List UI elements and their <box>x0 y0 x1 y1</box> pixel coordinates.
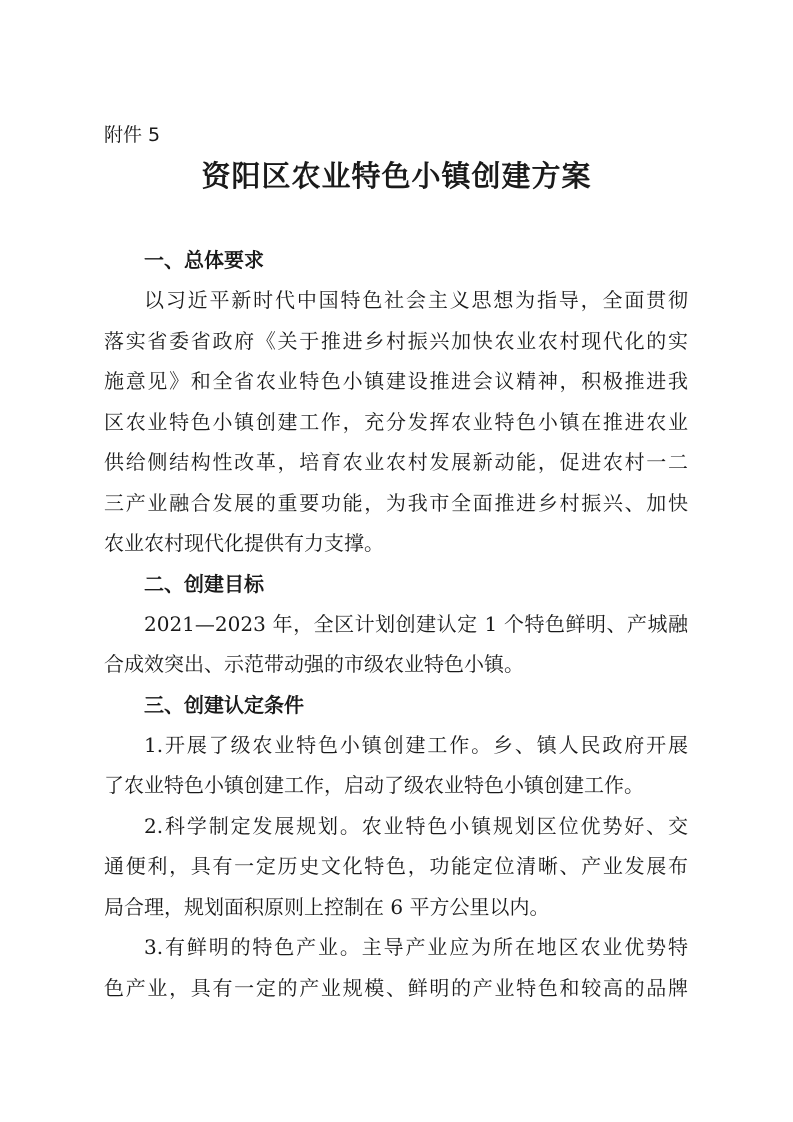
section-heading: 二、创建目标 <box>144 571 264 596</box>
document-title: 资阳区农业特色小镇创建方案 <box>201 159 592 193</box>
paragraph-line: 合成效突出、示范带动强的市级农业特色小镇。 <box>104 652 524 676</box>
paragraph <box>104 927 688 1008</box>
section-heading: 三、创建认定条件 <box>144 692 304 717</box>
section-creation-goals <box>104 564 688 685</box>
section-heading: 一、总体要求 <box>144 248 264 272</box>
paragraph-line: 三产业融合发展的重要功能，为我市全面推进乡村振兴、加快 <box>104 490 688 515</box>
section-certification-conditions <box>104 685 688 1009</box>
document-body <box>104 240 688 1008</box>
paragraph-line: 了农业特色小镇创建工作，启动了级农业特色小镇创建工作。 <box>104 773 644 797</box>
section-general-requirements <box>104 240 688 564</box>
paragraph-line: 局合理，规划面积原则上控制在 6 平方公里以内。 <box>104 894 550 919</box>
paragraph <box>104 725 688 806</box>
paragraph-line: 农业农村现代化提供有力支撑。 <box>104 531 384 555</box>
paragraph-line: 施意见》和全省农业特色小镇建设推进会议精神，积极推进我 <box>104 369 688 393</box>
paragraph-line: 2.科学制定发展规划。农业特色小镇规划区位优势好、交 <box>144 813 688 838</box>
paragraph-line: 3.有鲜明的特色产业。主导产业应为所在地区农业优势特 <box>144 935 688 959</box>
paragraph <box>104 806 688 928</box>
paragraph-line: 落实省委省政府《关于推进乡村振兴加快农业农村现代化的实 <box>104 328 688 353</box>
paragraph-line: 供给侧结构性改革，培育农业农村发展新动能，促进农村一二 <box>104 450 688 474</box>
paragraph-line: 通便利，具有一定历史文化特色，功能定位清晰、产业发展布 <box>104 854 688 878</box>
paragraph <box>104 604 688 685</box>
paragraph-line: 1.开展了级农业特色小镇创建工作。乡、镇人民政府开展 <box>144 732 688 757</box>
paragraph-line: 色产业，具有一定的产业规模、鲜明的产业特色和较高的品牌 <box>104 975 688 1000</box>
paragraph <box>104 280 688 564</box>
paragraph-line: 以习近平新时代中国特色社会主义思想为指导，全面贯彻 <box>144 288 688 312</box>
paragraph-line: 2021—2023 年，全区计划创建认定 1 个特色鲜明、产城融 <box>144 611 688 636</box>
paragraph-line: 区农业特色小镇创建工作，充分发挥农业特色小镇在推进农业 <box>104 409 688 434</box>
attachment-label: 附件 5 <box>104 124 161 146</box>
